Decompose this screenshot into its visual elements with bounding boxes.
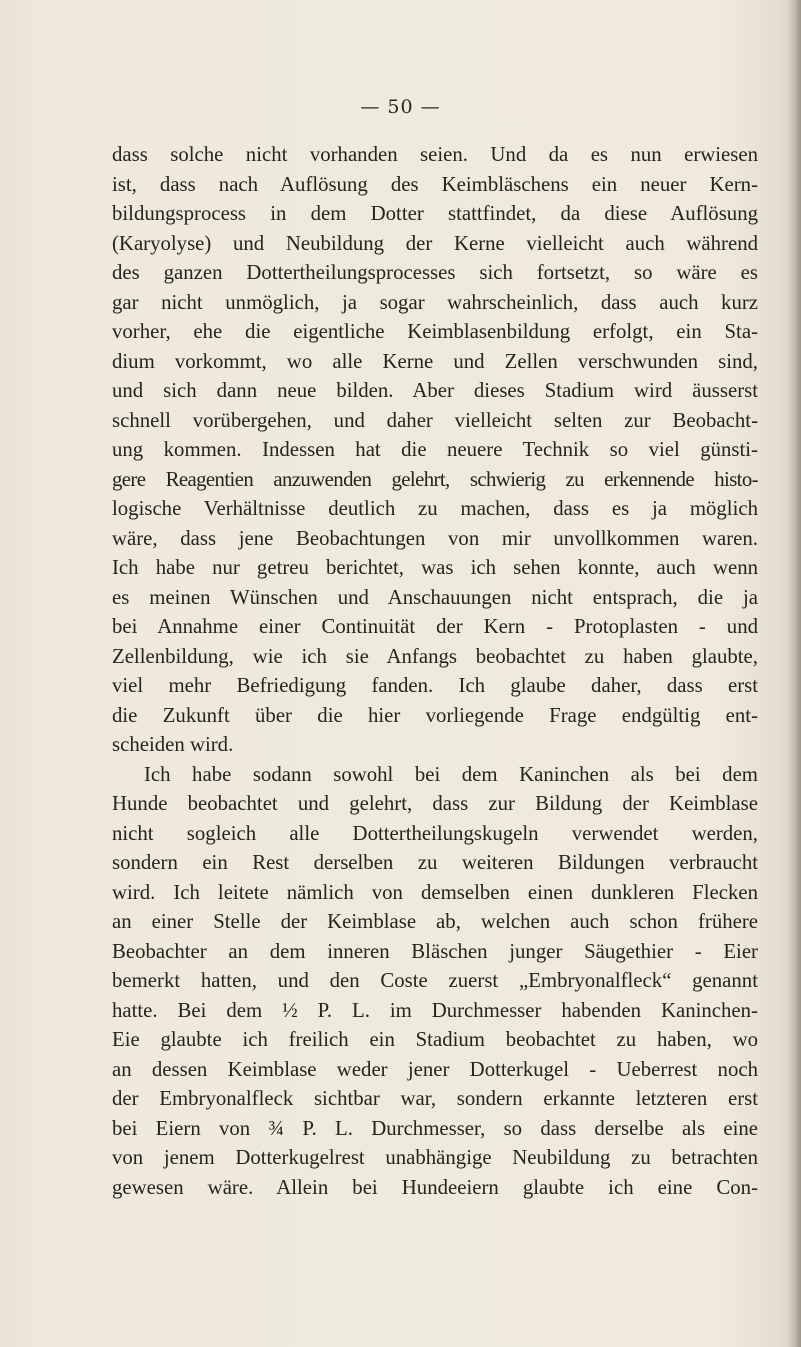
text-line: bei Eiern von ¾ P. L. Durchmesser, so dass derselbe als eine xyxy=(112,1116,758,1140)
text-line: nicht sogleich alle Dottertheilungskugeln verwendet werden, xyxy=(112,821,758,845)
text-line: ist, dass nach Auflösung des Keimbläschens ein neuer Kern- xyxy=(112,172,758,196)
text-line: viel mehr Befriedigung fanden. Ich glaube daher, dass erst xyxy=(112,674,758,697)
text-line: bei Annahme einer Continuität der Kern - Protoplasten - und xyxy=(112,615,758,638)
text-line: sondern ein Rest derselben zu weiteren Bildungen verbraucht xyxy=(112,851,758,874)
text-line: ung kommen. Indessen hat die neuere Technik so viel günsti- xyxy=(112,438,758,461)
paragraph-1 xyxy=(112,140,758,760)
text-line: Eie glaubte ich freilich ein Stadium beobachtet zu haben, wo xyxy=(112,1028,758,1051)
body-text xyxy=(112,140,758,1202)
text-line: dium vorkommt, wo alle Kerne und Zellen verschwunden sind, xyxy=(112,349,758,373)
text-line: wird. Ich leitete nämlich von demselben einen dunkleren Flecken xyxy=(112,880,758,904)
text-line: gar nicht unmöglich, ja sogar wahrscheinlich, dass auch kurz xyxy=(112,290,758,314)
text-line: scheiden wird. xyxy=(112,733,234,756)
text-line: Hunde beobachtet und gelehrt, dass zur Bildung der Keimblase xyxy=(112,792,758,815)
text-line: vorher, ehe die eigentliche Keimblasenbildung erfolgt, ein Sta- xyxy=(112,320,758,343)
text-line: dass solche nicht vorhanden seien. Und da es nun erwiesen xyxy=(112,143,758,166)
text-line: Beobachter an dem inneren Bläschen junger Säugethier - Eier xyxy=(112,939,758,963)
text-line: bildungsprocess in dem Dotter stattfindet, da diese Auflösung xyxy=(112,202,758,225)
text-line: von jenem Dotterkugelrest unabhängige Neubildung zu betrachten xyxy=(112,1146,758,1169)
text-line: Ich habe nur getreu berichtet, was ich sehen konnte, auch wenn xyxy=(112,556,758,579)
text-line: logische Verhältnisse deutlich zu machen, dass es ja möglich xyxy=(112,497,758,520)
text-line: gere Reagentien anzuwenden gelehrt, schwierig zu erkennende histo- xyxy=(112,467,758,491)
text-line: an dessen Keimblase weder jener Dotterkugel - Ueberrest noch xyxy=(112,1057,758,1081)
text-line: der Embryonalfleck sichtbar war, sondern erkannte letzteren erst xyxy=(112,1087,758,1110)
text-line: hatte. Bei dem ½ P. L. im Durchmesser habenden Kaninchen- xyxy=(112,998,758,1022)
text-line: schnell vorübergehen, und daher vielleicht selten zur Beobacht- xyxy=(112,408,758,432)
text-line: wäre, dass jene Beobachtungen von mir unvollkommen waren. xyxy=(112,526,758,550)
page-edge-shadow xyxy=(787,0,801,1347)
text-line: bemerkt hatten, und den Coste zuerst „Embryonalfleck“ genannt xyxy=(112,969,758,992)
text-line: (Karyolyse) und Neubildung der Kerne vielleicht auch während xyxy=(112,231,758,255)
text-line: die Zukunft über die hier vorliegende Frage endgültig ent- xyxy=(112,703,758,727)
text-line: es meinen Wünschen und Anschauungen nicht entsprach, die ja xyxy=(112,585,758,609)
page-number: — 50 — xyxy=(360,96,441,118)
text-line: Zellenbildung, wie ich sie Anfangs beobachtet zu haben glaubte, xyxy=(112,644,758,668)
text-line: gewesen wäre. Allein bei Hundeeiern glaubte ich eine Con- xyxy=(112,1175,758,1199)
text-line: an einer Stelle der Keimblase ab, welchen auch schon frühere xyxy=(112,910,758,933)
text-line: des ganzen Dottertheilungsprocesses sich fortsetzt, so wäre es xyxy=(112,261,758,284)
text-line: Ich habe sodann sowohl bei dem Kaninchen als bei dem xyxy=(144,762,758,786)
paragraph-2 xyxy=(112,760,758,1203)
text-line: und sich dann neue bilden. Aber dieses Stadium wird äusserst xyxy=(112,379,758,402)
